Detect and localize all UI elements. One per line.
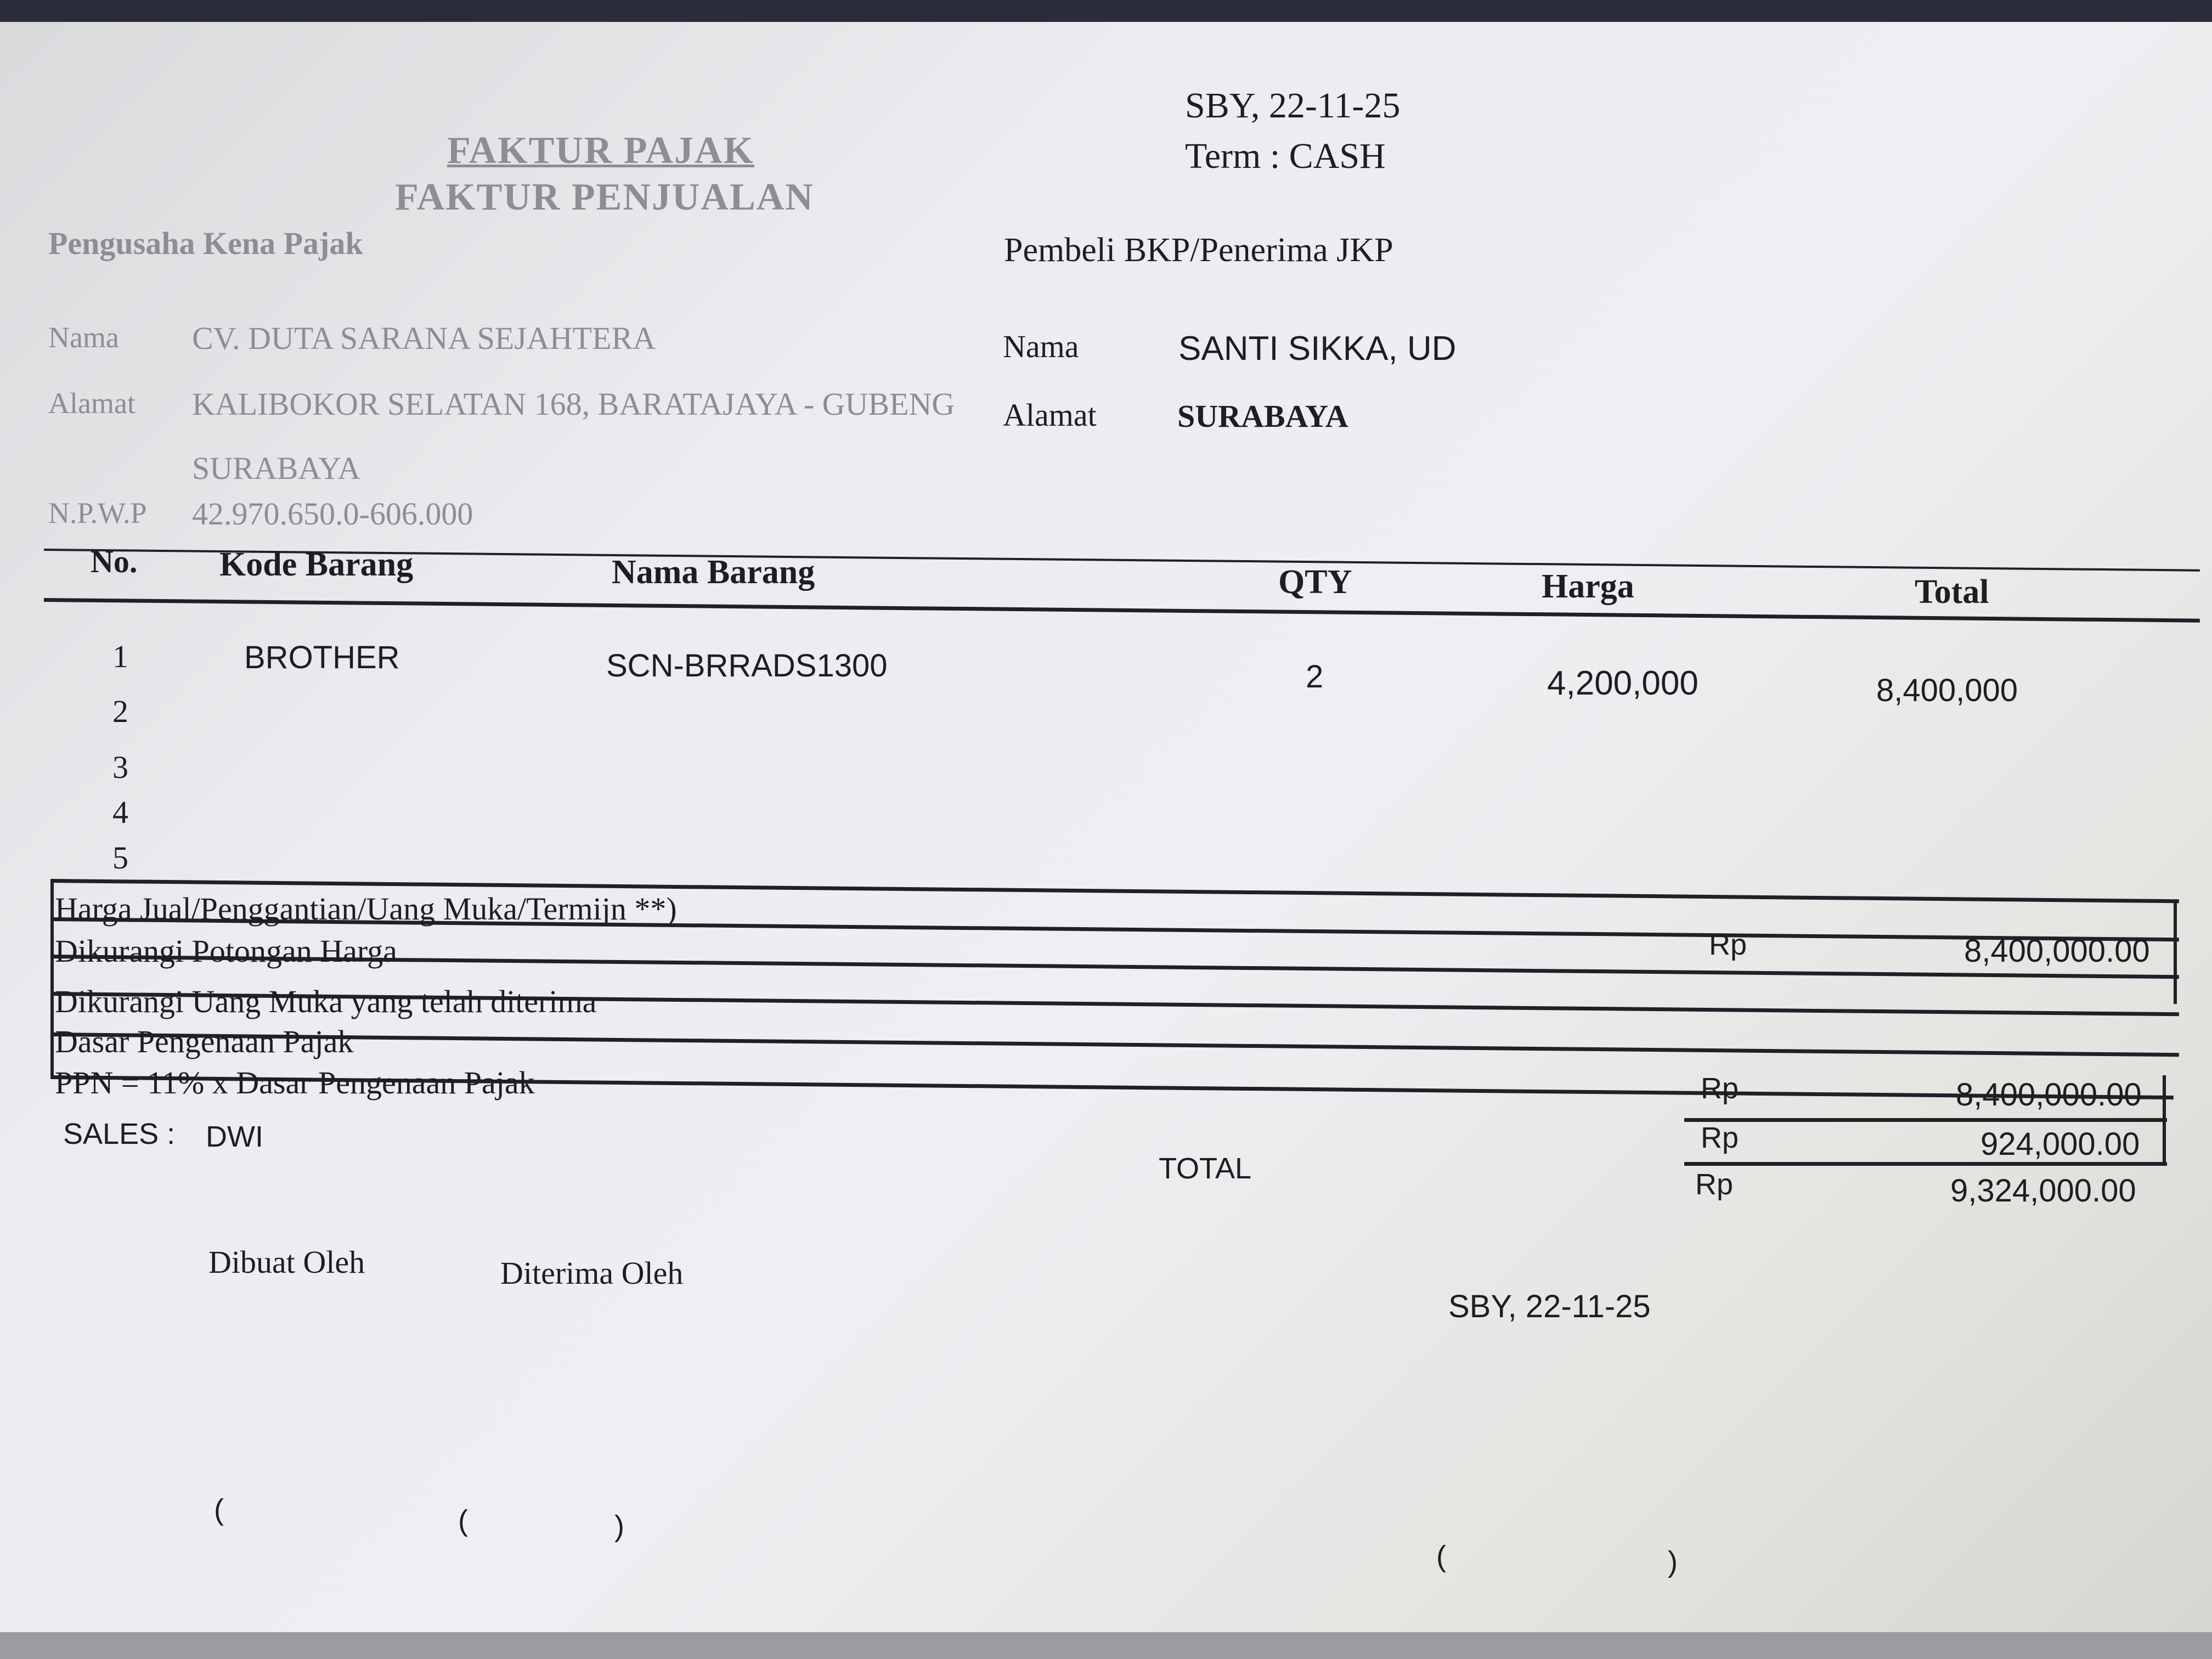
made-by-label: Dibuat Oleh (208, 1244, 365, 1280)
received-by-label: Diterima Oleh (500, 1255, 684, 1291)
table-header-rule (44, 598, 2200, 623)
table-row-total: 8,400,000 (1876, 673, 2018, 708)
invoice-date: SBY, 22-11-25 (1185, 86, 1401, 126)
signature-paren-open: ( (458, 1504, 468, 1537)
sales-name: DWI (206, 1120, 263, 1153)
ppn-currency: Rp (1701, 1072, 1739, 1105)
buyer-name-label: Nama (1003, 329, 1079, 364)
column-header-qty: QTY (1278, 563, 1352, 601)
column-header-total: Total (1915, 573, 1989, 611)
total-currency: Rp (1695, 1168, 1734, 1201)
buyer-name: SANTI SIKKA, UD (1178, 330, 1457, 368)
signature-paren-close: ) (614, 1510, 624, 1543)
table-row-no: 3 (112, 749, 128, 785)
sale-price-label: Harga Jual/Penggantian/Uang Muka/Termijn **) (55, 891, 677, 927)
summary-right-border (2174, 900, 2177, 1004)
column-header-code: Kode Barang (219, 546, 414, 583)
column-header-name: Nama Barang (612, 554, 815, 591)
tax-currency: Rp (1701, 1121, 1739, 1154)
buyer-address: SURABAYA (1177, 398, 1348, 434)
signature-paren-close: ) (1668, 1545, 1678, 1578)
table-row-name: SCN-BRRADS1300 (606, 648, 888, 684)
window-top-edge (0, 0, 2212, 22)
discount-value: 8,400,000.00 (1964, 933, 2150, 969)
downpayment-label: Dikurangi Uang Muka yang telah diterima (55, 984, 597, 1019)
invoice-document (0, 22, 2212, 1632)
signature-paren-open: ( (1436, 1540, 1446, 1573)
title-faktur-penjualan: FAKTUR PENJUALAN (395, 176, 814, 218)
tax-value: 924,000.00 (1980, 1126, 2140, 1162)
title-faktur-pajak: FAKTUR PAJAK (447, 129, 754, 172)
seller-npwp-label: N.P.W.P (48, 496, 147, 529)
summary-rule (1684, 1162, 2167, 1166)
seller-address-line2: SURABAYA (192, 450, 361, 486)
column-header-no: No. (91, 544, 138, 579)
seller-name-label: Nama (48, 321, 119, 354)
table-row-no: 2 (112, 693, 128, 729)
signature-paren-open: ( (214, 1493, 224, 1526)
table-row-qty: 2 (1306, 659, 1324, 695)
seller-npwp: 42.970.650.0-606.000 (192, 496, 473, 532)
buyer-section-label: Pembeli BKP/Penerima JKP (1004, 232, 1393, 269)
seller-address-line1: KALIBOKOR SELATAN 168, BARATAJAYA - GUBENG (192, 386, 955, 422)
column-header-price: Harga (1542, 568, 1634, 605)
summary-left-border (50, 879, 54, 1075)
discount-currency: Rp (1709, 928, 1747, 961)
total-label: TOTAL (1159, 1152, 1252, 1185)
seller-section-label: Pengusaha Kena Pajak (48, 225, 363, 261)
table-row-code: BROTHER (244, 640, 400, 675)
ppn-value: 8,400,000.00 (1956, 1077, 2142, 1113)
summary-right-border (2163, 1075, 2166, 1163)
window-bottom-edge (0, 1632, 2212, 1659)
table-row-no: 5 (112, 840, 128, 876)
buyer-address-label: Alamat (1003, 397, 1097, 433)
ppn-label: PPN = 11% x Dasar Pengenaan Pajak (55, 1065, 535, 1101)
total-value: 9,324,000.00 (1950, 1173, 2136, 1209)
table-row-price: 4,200,000 (1547, 664, 1699, 702)
seller-address-label: Alamat (48, 387, 136, 420)
seller-name: CV. DUTA SARANA SEJAHTERA (192, 320, 656, 356)
summary-rule (50, 1032, 2179, 1057)
payment-term: Term : CASH (1185, 136, 1386, 176)
footer-date: SBY, 22-11-25 (1448, 1289, 1651, 1324)
sales-label: SALES : (63, 1118, 176, 1150)
discount-label: Dikurangi Potongan Harga (55, 933, 397, 969)
table-row-no: 4 (112, 794, 128, 830)
summary-rule (1684, 1118, 2167, 1122)
table-row-no: 1 (112, 639, 128, 674)
tax-base-label: Dasar Pengenaan Pajak (55, 1024, 354, 1059)
